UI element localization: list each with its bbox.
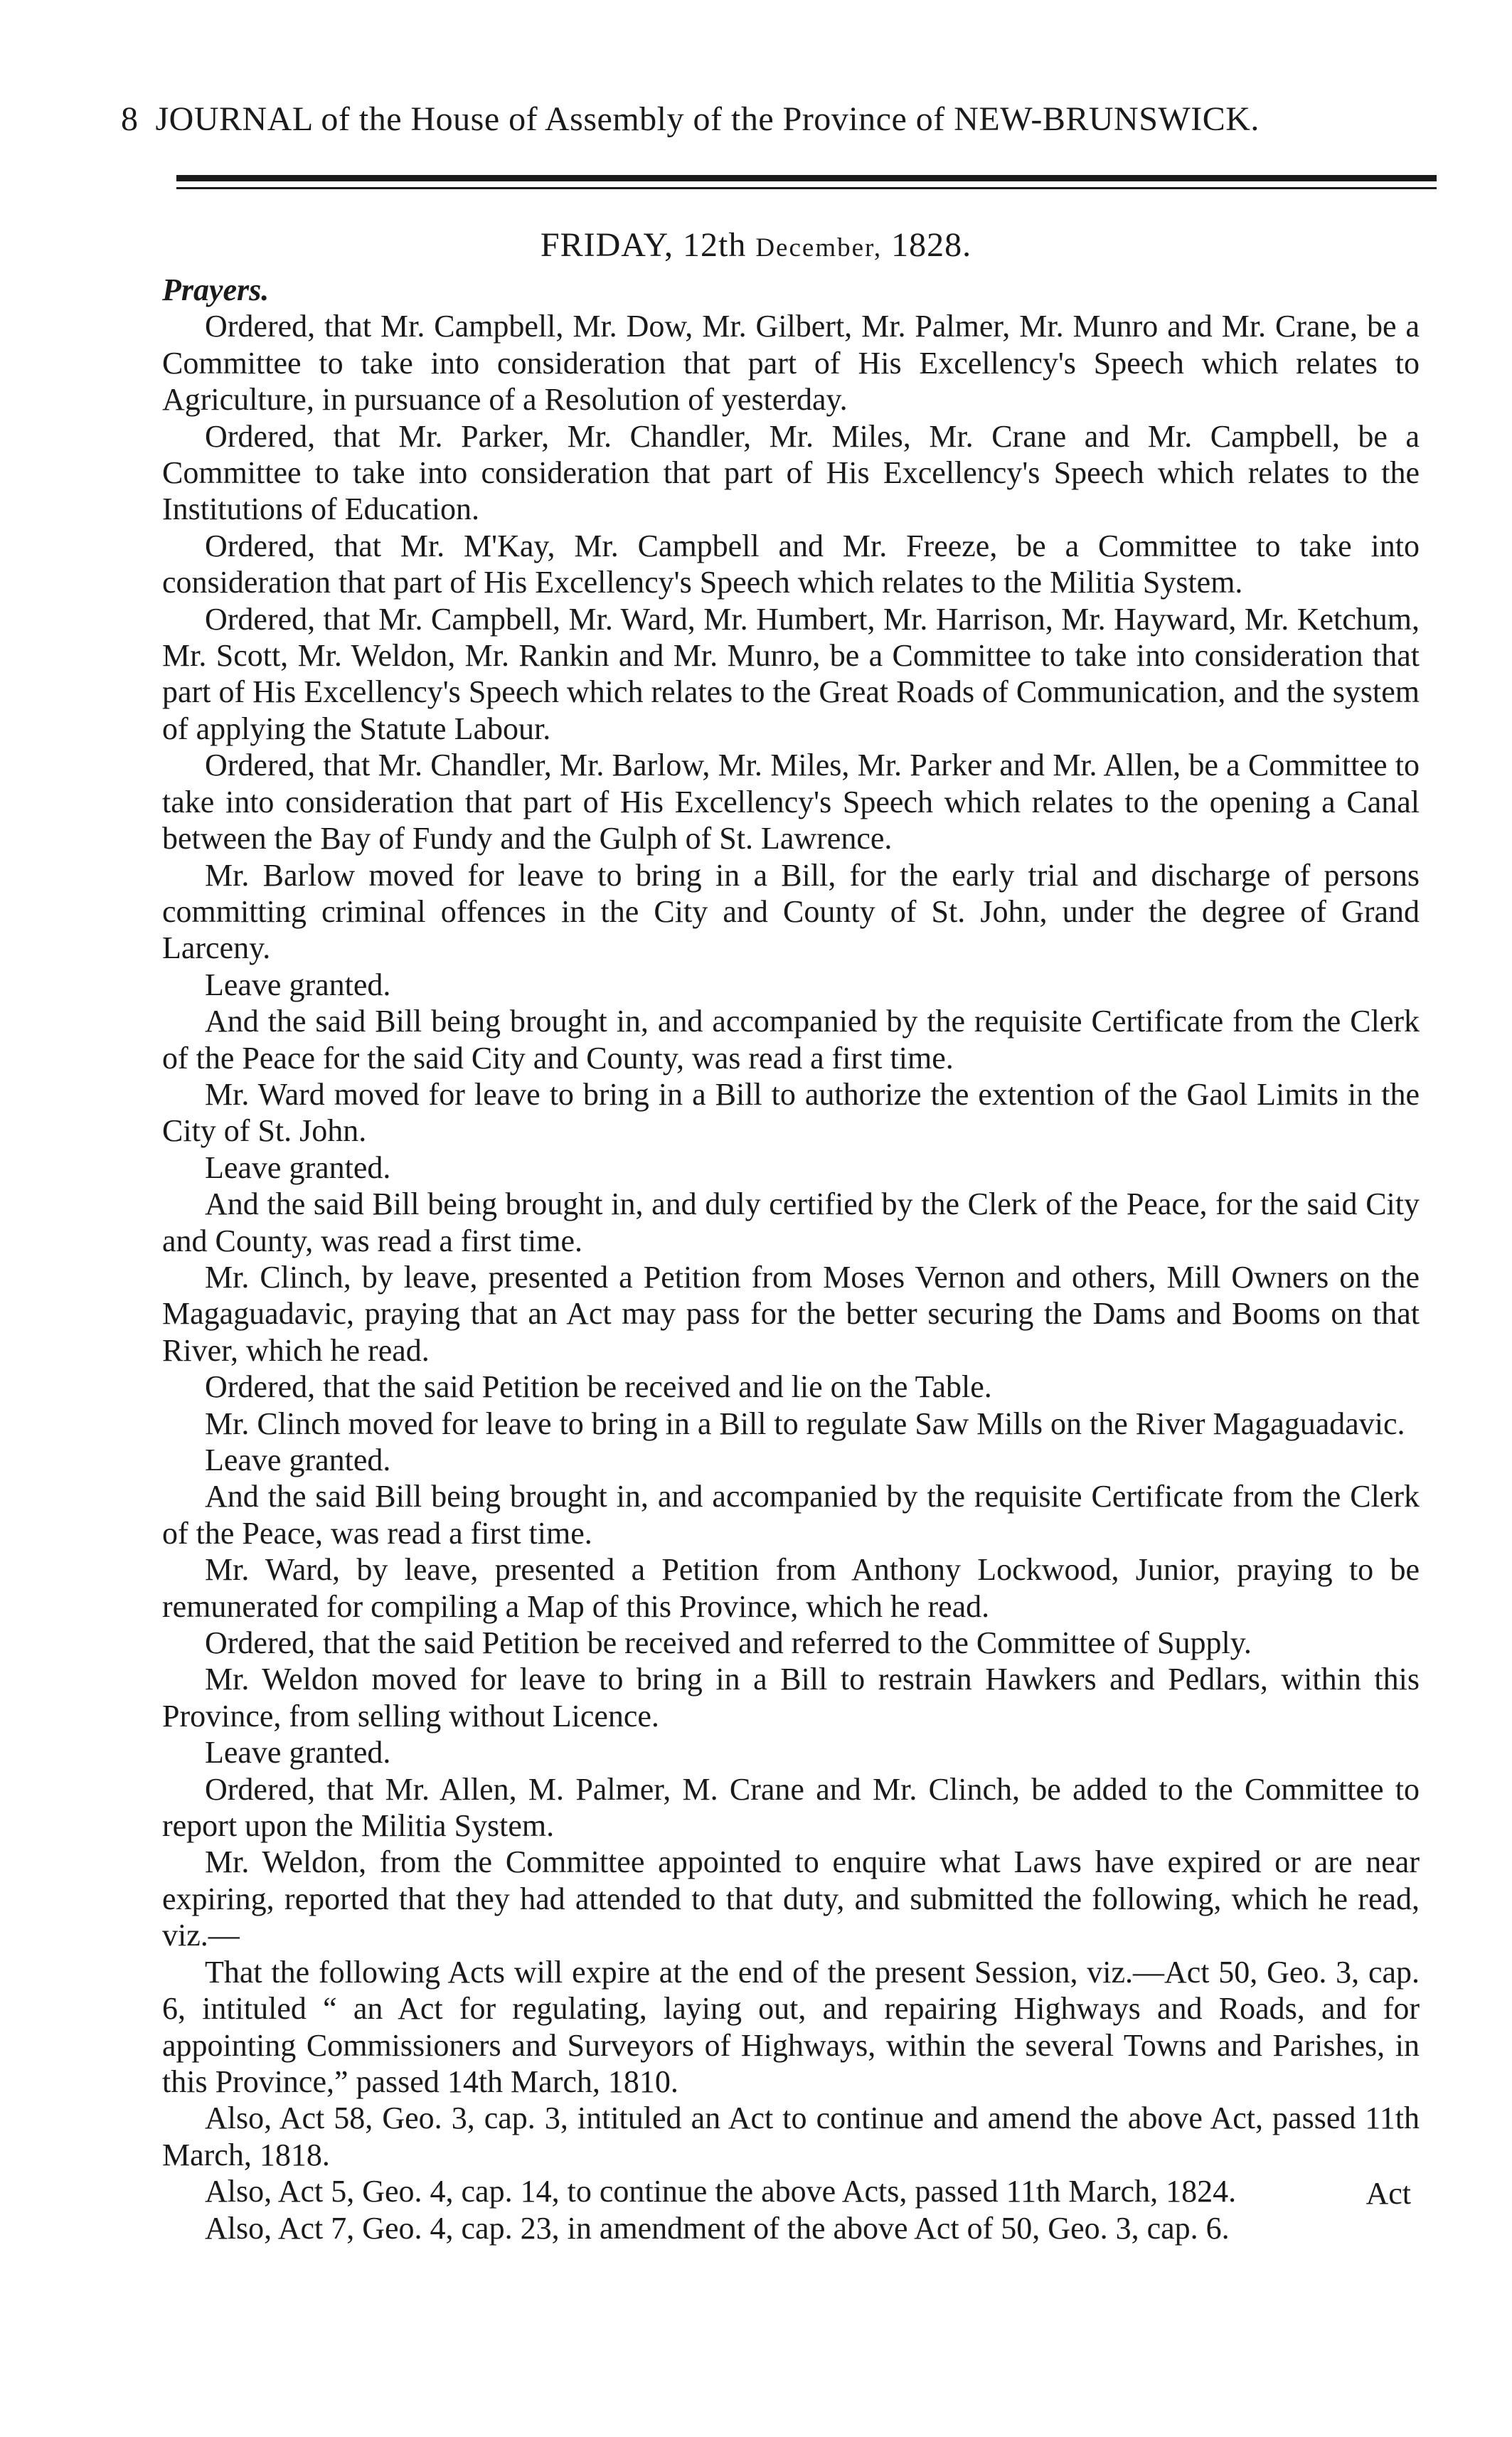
day-month: December, — [755, 233, 883, 262]
catchword: Act — [1365, 2176, 1411, 2211]
entry-paragraph: Ordered, that Mr. Campbell, Mr. Dow, Mr. Gilbert, Mr. Palmer, Mr. Munro and Mr. Crane, be a Committee to take into consideration that part of His Excellency's Speech which relates to Agriculture, in pursuance of a Resolution of yesterday. — [162, 309, 1420, 418]
entry-paragraph: Mr. Weldon, from the Committee appointed to enquire what Laws have expired or are near expiring, reported that they had attended to that duty, and submitted the following, which he read, viz.— — [162, 1844, 1420, 1953]
entry-paragraph: And the said Bill being brought in, and accompanied by the requisite Certificate from the Clerk of the Peace for the said City and County, was read a first time. — [162, 1004, 1420, 1076]
entry-paragraph: Ordered, that Mr. Campbell, Mr. Ward, Mr. Humbert, Mr. Harrison, Mr. Hayward, Mr. Ketchum, Mr. Scott, Mr. Weldon, Mr. Rankin and Mr. Munro, be a Committee to take into consideration that part of His Excellency's Speech which relates to the Great Roads of Communication, and the system of applying the Statute Labour. — [162, 601, 1420, 746]
entry-paragraph: Also, Act 58, Geo. 3, cap. 3, intituled an Act to continue and amend the above Act, passed 11th March, 1818. — [162, 2101, 1420, 2172]
entry-paragraph: Ordered, that the said Petition be received and lie on the Table. — [205, 1369, 992, 1405]
entry-paragraph: Leave granted. — [205, 1735, 391, 1770]
entry-paragraph: Mr. Clinch moved for leave to bring in a Bill to regulate Saw Mills on the River Magaguadavic. — [205, 1406, 1405, 1441]
entry-paragraph: That the following Acts will expire at the end of the present Session, viz.—Act 50, Geo. 3, cap. 6, intituled “ an Act for regulating, laying out, and repairing Highways and Roads, and for appointing Commissioners and Surveyors of Highways, within the several Towns and Parishes, in this Province,” passed 14th March, 1810. — [162, 1954, 1420, 2099]
page-number: 8 — [121, 100, 139, 138]
entry-paragraph: Mr. Clinch, by leave, presented a Petition from Moses Vernon and others, Mill Owners on the Magaguadavic, praying that an Act may pass for the better securing the Dams and Booms on that River, which he read. — [162, 1259, 1420, 1368]
entry-paragraph: Ordered, that Mr. Parker, Mr. Chandler, Mr. Miles, Mr. Crane and Mr. Campbell, be a Committee to take into consideration that part of His Excellency's Speech which relates to the Institutions of Education. — [162, 418, 1420, 527]
running-head — [121, 98, 1430, 141]
entry-paragraph: Ordered, that the said Petition be received and referred to the Committee of Supply. — [205, 1625, 1252, 1661]
day-heading — [0, 224, 1512, 270]
entry-paragraph: Mr. Ward, by leave, presented a Petition from Anthony Lockwood, Junior, praying to be remunerated for compiling a Map of this Province, which he read. — [162, 1552, 1420, 1624]
entry-paragraph: Also, Act 5, Geo. 4, cap. 14, to continue the above Acts, passed 11th March, 1824. — [205, 2174, 1237, 2209]
entry-paragraph: Leave granted. — [205, 1443, 391, 1477]
entry-paragraph: Ordered, that Mr. M'Kay, Mr. Campbell and Mr. Freeze, be a Committee to take into consideration that part of His Excellency's Speech which relates to the Militia System. — [162, 528, 1420, 600]
entry-paragraph: And the said Bill being brought in, and duly certified by the Clerk of the Peace, for the said City and County, was read a first time. — [162, 1186, 1420, 1258]
entry-paragraph: Also, Act 7, Geo. 4, cap. 23, in amendment of the above Act of 50, Geo. 3, cap. 6. — [205, 2210, 1230, 2246]
entry-paragraph: Ordered, that Mr. Allen, M. Palmer, M. Crane and Mr. Clinch, be added to the Committee to report upon the Militia System. — [162, 1771, 1420, 1844]
prayers-label: Prayers. — [162, 272, 270, 307]
journal-body — [162, 272, 1420, 2246]
entry-paragraph: Mr. Weldon moved for leave to bring in a Bill to restrain Hawkers and Pedlars, within this Province, from selling without Licence. — [162, 1662, 1420, 1733]
header-rule-thin — [176, 187, 1437, 189]
day-year: 1828. — [891, 226, 972, 264]
entry-paragraph: And the said Bill being brought in, and accompanied by the requisite Certificate from the Clerk of the Peace, was read a first time. — [162, 1479, 1420, 1551]
entry-paragraph: Mr. Barlow moved for leave to bring in a Bill, for the early trial and discharge of persons committing criminal offences in the City and County of St. John, under the degree of Grand Larceny. — [162, 857, 1420, 966]
journal-title: JOURNAL of the House of Assembly of the Province of NEW-BRUNSWICK. — [155, 100, 1260, 138]
entry-paragraph: Ordered, that Mr. Chandler, Mr. Barlow, Mr. Miles, Mr. Parker and Mr. Allen, be a Committee to take into consideration that part of His Excellency's Speech which relates to the opening a Canal between the Bay of Fundy and the Gulph of St. Lawrence. — [162, 748, 1420, 856]
header-rule-thick — [176, 175, 1437, 181]
entry-paragraph: Leave granted. — [205, 967, 391, 1002]
day-weekday: FRIDAY, — [540, 226, 674, 264]
day-date: 12th — [682, 226, 747, 264]
entry-paragraph: Leave granted. — [205, 1150, 391, 1185]
entry-paragraph: Mr. Ward moved for leave to bring in a Bill to authorize the extention of the Gaol Limits in the City of St. John. — [162, 1076, 1420, 1149]
